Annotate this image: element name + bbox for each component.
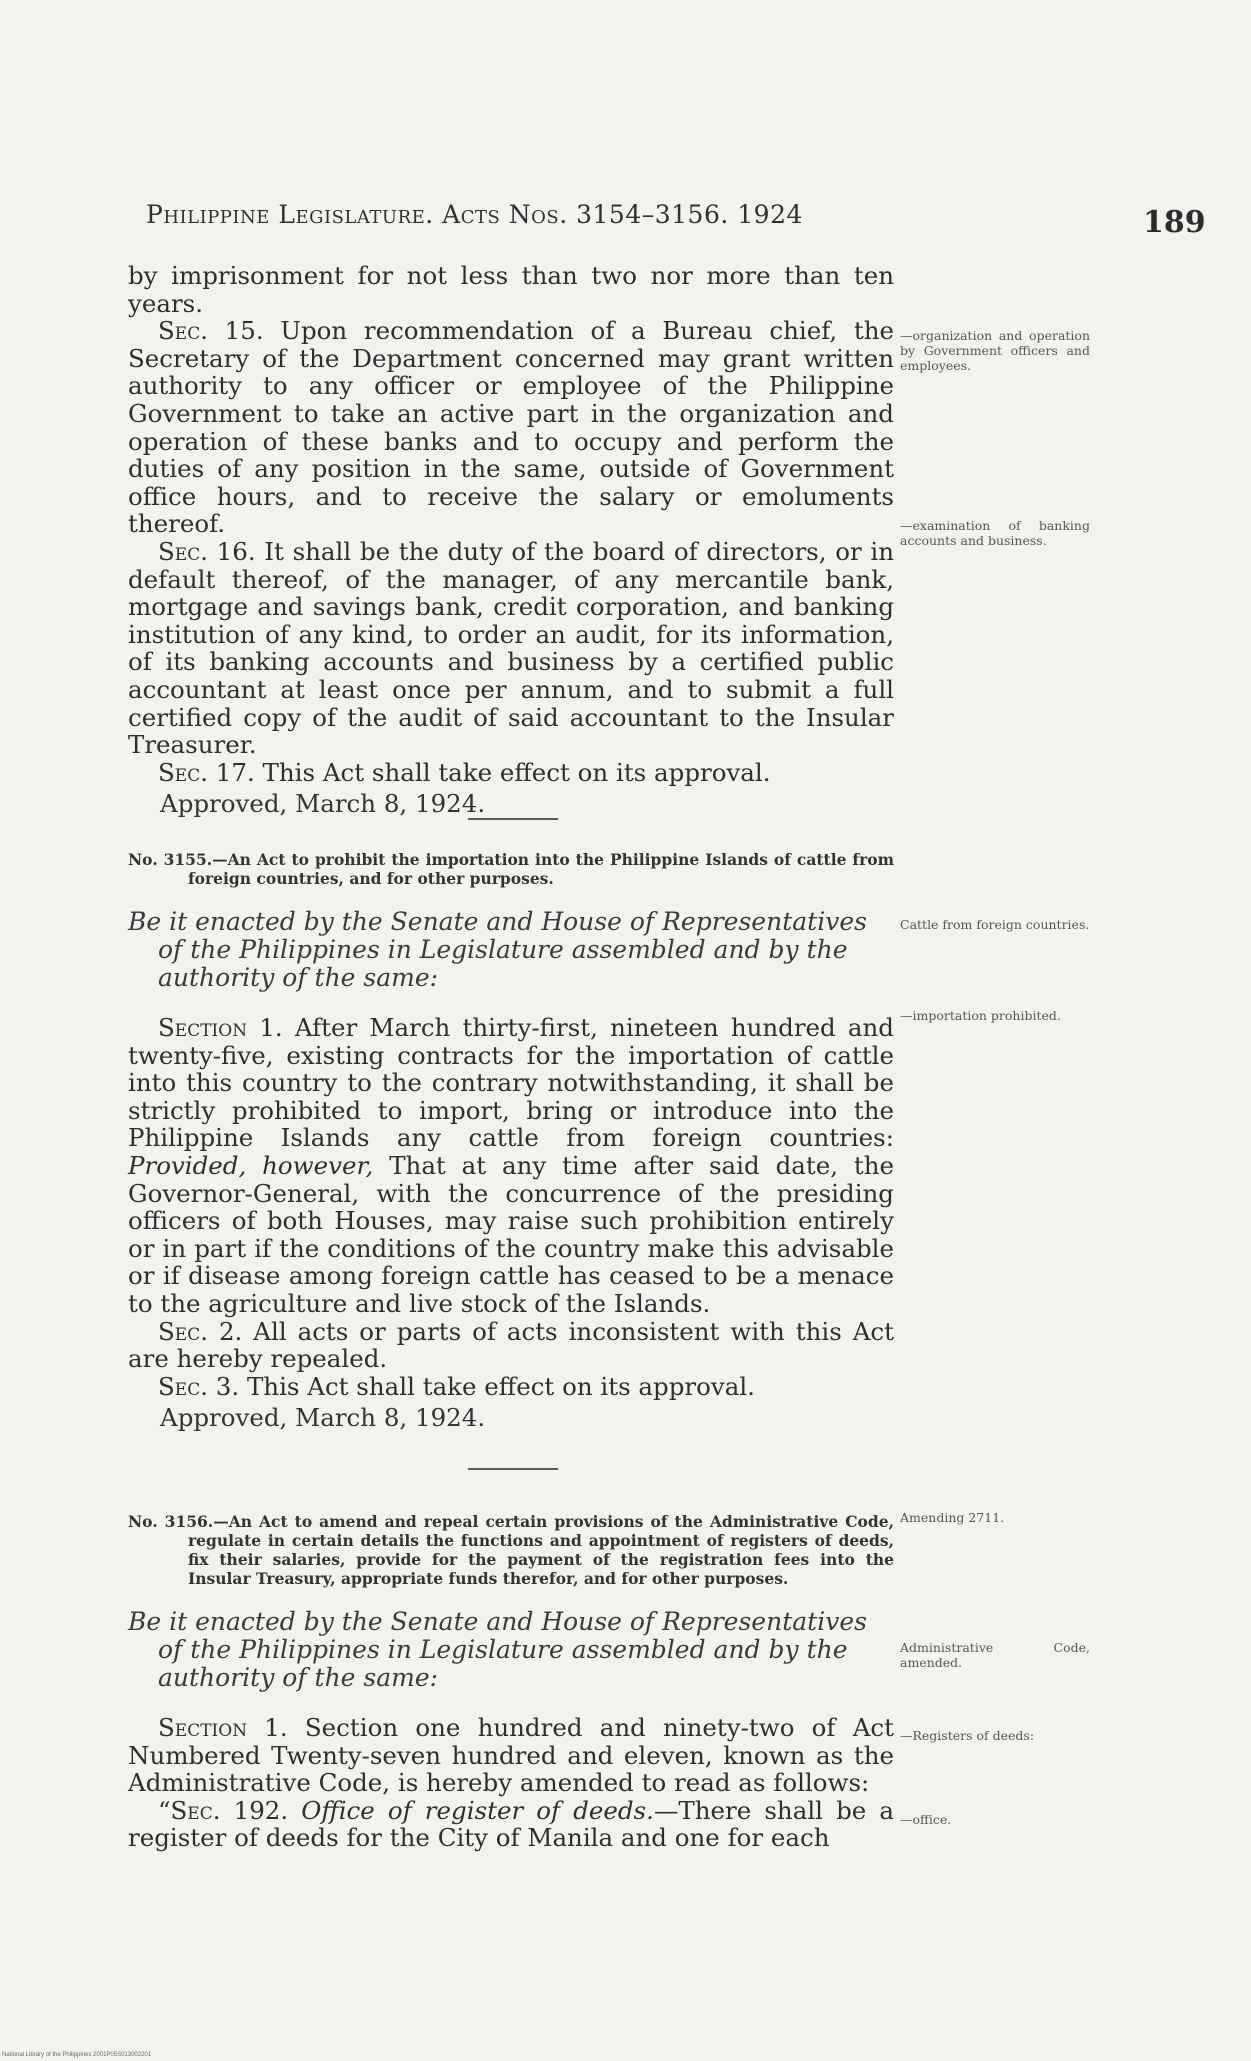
section-192 (128, 1797, 894, 1852)
act-3154-tail (128, 262, 894, 818)
margin-note-administrative-code: Administrative Code, amended. (900, 1640, 1090, 1670)
approval-date: Approved, March 8, 1924. (160, 1403, 486, 1433)
section-3 (128, 1373, 894, 1401)
section-label: Sec. 2. (158, 1316, 243, 1346)
act-heading: No. 3156.—An Act to amend and repeal certain provisions of the Administrative Code, regulate in certain details the functions and appointment of registers of deeds, fix their salaries, provide for the payment of the registration fees into the Insular Treasury, appropriate funds therefor, and for other purposes. (128, 1512, 894, 1588)
section-title: Office of register of deeds. (288, 1795, 654, 1825)
section-text: After March thirty-first, nineteen hundred and twenty-five, existing contracts for the importation of cattle into this country to the contrary notwithstanding, it shall be strictly prohibited to import, bring or introduce into the Philippine Islands any cattle from foreign countries: (128, 1013, 894, 1153)
margin-note-cattle: Cattle from foreign countries. (900, 917, 1090, 932)
section-label: Section 1. (158, 1013, 283, 1042)
section-text: This Act shall take effect on its approval. (239, 1371, 755, 1401)
approval-date: Approved, March 8, 1924. (160, 789, 486, 819)
section-1 (128, 1714, 894, 1797)
section-label: Sec. 15. (158, 316, 264, 346)
margin-note-examination: —examination of banking accounts and business. (900, 518, 1090, 548)
section-17 (128, 759, 894, 787)
section-text: Upon recommendation of a Bureau chief, the Secretary of the Department concerned may grant written authority to any officer or employee of the Philippine Government to take an active part in the organization and operation of these banks and to occupy and perform the duties of any position in the same, outside of Government office hours, and to receive the salary or emoluments thereof. (128, 316, 894, 539)
section-divider (468, 818, 558, 820)
margin-note-importation: —importation prohibited. (900, 1008, 1061, 1023)
margin-note-organization: —organization and operation by Government officers and employees. (900, 328, 1090, 373)
act-3155 (128, 850, 894, 1432)
section-label: Sec. 17. (158, 757, 255, 787)
section-label: “Sec. 192. (158, 1795, 289, 1825)
page-number: 189 (1143, 205, 1206, 240)
section-text: That at any time after said date, the Governor-General, with the concurrence of the presiding officers of both Houses, may raise such prohibition entirely or in part if the conditions of the country make this advisable or if disease among foreign cattle has ceased to be a menace to the agriculture and live stock of the Islands. (128, 1150, 894, 1318)
paragraph-continuation: by imprisonment for not less than two nor more than ten years. (128, 261, 894, 318)
section-16 (128, 538, 894, 759)
section-text: —There shall be a register of deeds for the City of Manila and one for each (128, 1795, 894, 1853)
section-label: Sec. 16. (158, 536, 256, 566)
margin-note-office: —office. (900, 1812, 952, 1827)
act-3156 (128, 1512, 894, 1852)
section-text: This Act shall take effect on its approval. (254, 757, 771, 787)
enacting-clause: Be it enacted by the Senate and House of Representatives of the Philippines in Legislature assembled and by the authority of the same: (128, 907, 867, 992)
margin-note-registers: —Registers of deeds: (900, 1728, 1035, 1743)
enacting-clause: Be it enacted by the Senate and House of Representatives of the Philippines in Legislature assembled and by the authority of the same: (128, 1607, 867, 1692)
section-2 (128, 1318, 894, 1373)
section-text: It shall be the duty of the board of directors, or in default thereof, of the manager, of any mercantile bank, mortgage and savings bank, credit corporation, and banking institution of any kind, to order an audit, for its information, of its banking accounts and business by a certified public accountant at least once per annum, and to submit a full certified copy of the audit of said accountant to the Insular Treasurer. (128, 536, 894, 760)
section-label: Sec. 3. (158, 1371, 240, 1401)
margin-note-amending: Amending 2711. (900, 1510, 1005, 1525)
section-label: Section 1. (158, 1713, 288, 1742)
proviso: Provided, however, (128, 1150, 374, 1180)
section-divider (468, 1468, 558, 1470)
section-text: Section one hundred and ninety-two of Act Numbered Twenty-seven hundred and eleven, known as the Administrative Code, is hereby amended to read as follows: (128, 1713, 894, 1798)
running-head: Philippine Legislature. Acts Nos. 3154–3156. 1924 (146, 200, 803, 229)
section-1 (128, 1014, 894, 1318)
section-15 (128, 317, 894, 538)
scan-credit: National Library of the Philippines 2001P05S013002201 (2, 2052, 152, 2058)
section-text: All acts or parts of acts inconsistent with this Act are hereby repealed. (128, 1316, 894, 1374)
act-heading: No. 3155.—An Act to prohibit the importation into the Philippine Islands of cattle from foreign countries, and for other purposes. (128, 850, 894, 888)
